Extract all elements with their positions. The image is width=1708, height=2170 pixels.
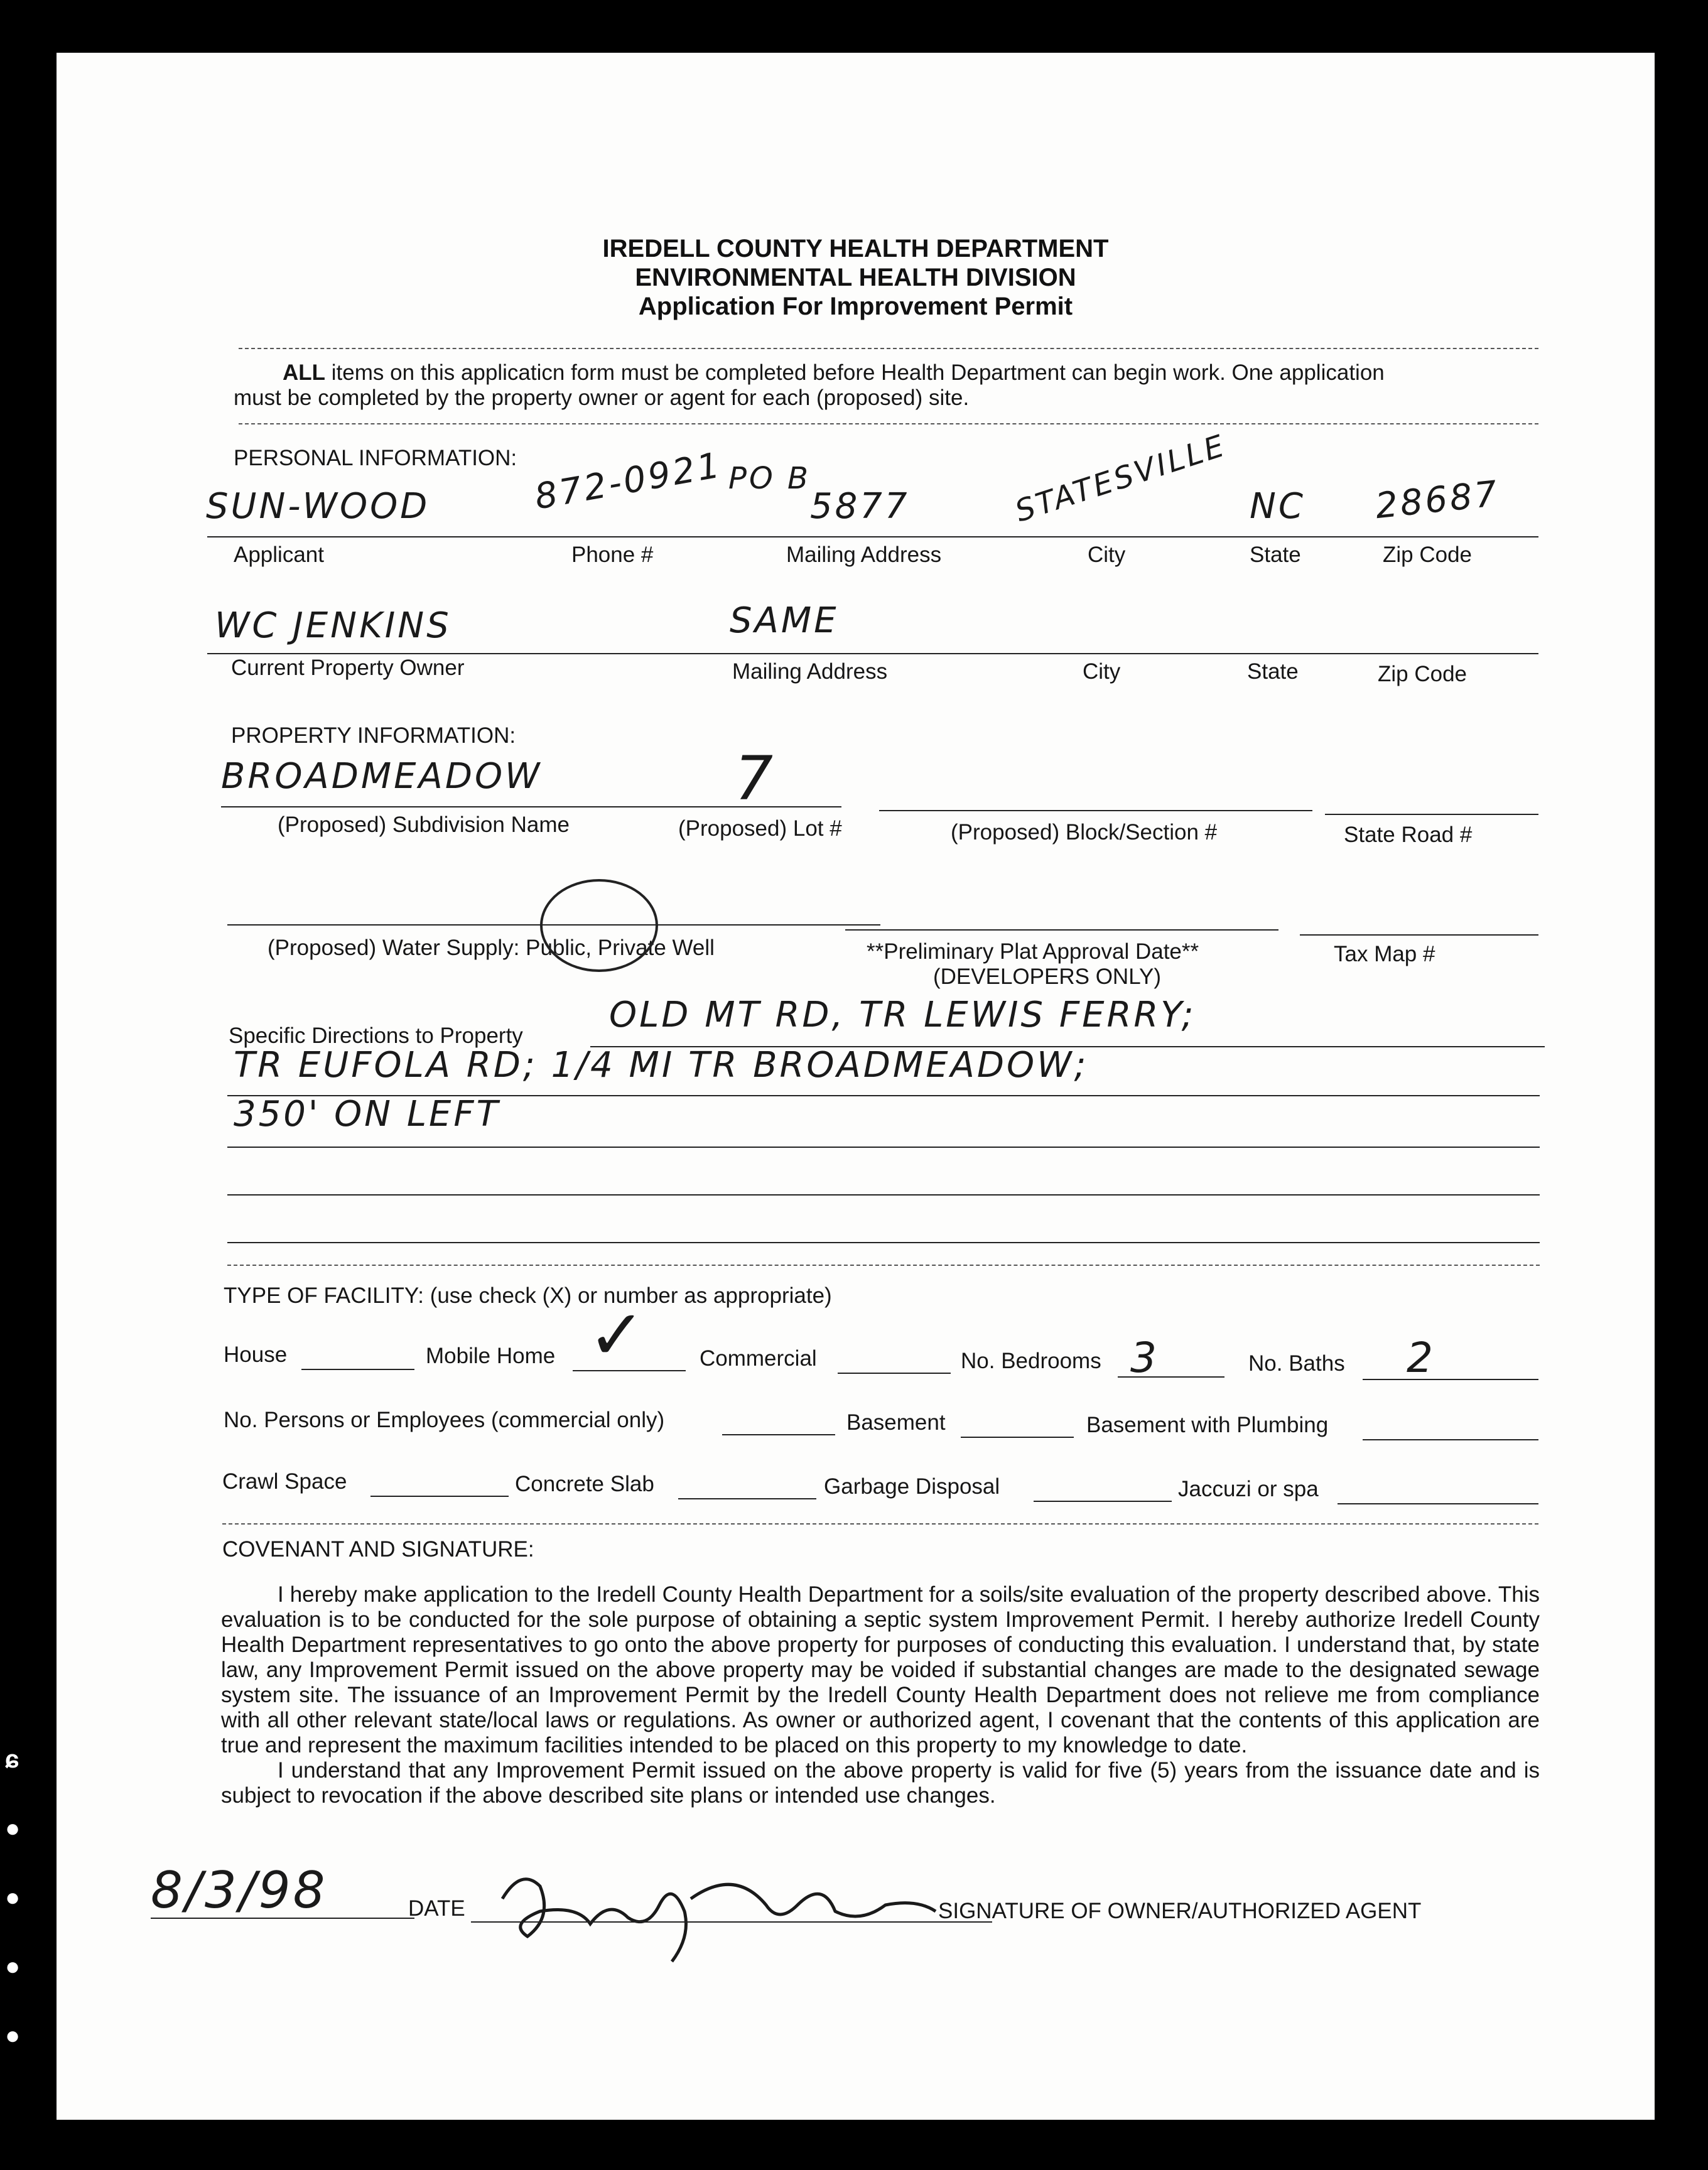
bedrooms-value: 3	[1130, 1334, 1159, 1382]
state-value: NC	[1250, 486, 1305, 527]
public-circle-mark	[540, 879, 658, 972]
covenant-paragraph-2: I understand that any Improvement Permit issued on the above property is valid for five (5) years from the issuance date and is subject to revocation if the above described site plans or intended use changes.	[221, 1758, 1540, 1808]
lot-label: (Proposed) Lot #	[678, 816, 842, 841]
persons-blank	[722, 1434, 835, 1435]
garbage-disposal-blank	[1034, 1501, 1172, 1502]
basement-plumbing-label: Basement with Plumbing	[1086, 1413, 1329, 1437]
personal-info-heading: PERSONAL INFORMATION:	[234, 446, 517, 470]
plat-approval-label: **Preliminary Plat Approval Date**	[867, 939, 1199, 964]
scan-edge-mark: ●	[5, 1953, 21, 1980]
owner-zip-label: Zip Code	[1378, 662, 1467, 686]
covenant-paragraph-1: I hereby make application to the Iredell County Health Department for a soils/site evaluation of the property described above. This evaluation is to be conducted for the sole purpose of obtaining a septic system Improvement Permit. I hereby authorize Iredell County Health Department representatives to go onto the above property for purposes of conducting this evaluation. I understand that, by state law, any Improvement Permit issued on the above property may be voided if substantial changes are made to the designated sewage system site. The issuance of an Improvement Permit by the Iredell County Health Department does not relieve me from compliance with all other relevant state/local laws or regulations. As owner or authorized agent, I covenant that the contents of this application are true and represent the maximum facilities intended to be placed on this property to my knowledge to date.	[221, 1582, 1540, 1757]
divider	[239, 348, 1538, 349]
basement-plumbing-blank	[1363, 1439, 1538, 1440]
intro-line-2: must be completed by the property owner or agent for each (proposed) site.	[234, 386, 970, 410]
directions-label: Specific Directions to Property	[229, 1023, 523, 1048]
jaccuzi-label: Jaccuzi or spa	[1178, 1477, 1319, 1501]
owner-label: Current Property Owner	[231, 656, 465, 680]
concrete-slab-label: Concrete Slab	[515, 1472, 654, 1496]
divider	[227, 1265, 1540, 1266]
header-division: ENVIRONMENTAL HEALTH DIVISION	[635, 264, 1076, 291]
owner-state-label: State	[1247, 659, 1299, 684]
bedrooms-label: No. Bedrooms	[961, 1349, 1101, 1373]
jaccuzi-blank	[1338, 1503, 1538, 1504]
signature-label: SIGNATURE OF OWNER/AUTHORIZED AGENT	[938, 1899, 1422, 1923]
subdivision-value: BROADMEADOW	[221, 756, 543, 797]
date-underline	[151, 1918, 414, 1919]
mailing-value-line1: PO B	[728, 461, 811, 496]
scan-edge-mark: ●	[5, 2022, 21, 2049]
facility-heading: TYPE OF FACILITY: (use check (X) or number as appropriate)	[224, 1283, 832, 1308]
covenant-body	[221, 1582, 1540, 1808]
owner-value: WC JENKINS	[215, 605, 451, 646]
state-label: State	[1250, 542, 1301, 567]
developers-only-label: (DEVELOPERS ONLY)	[933, 964, 1162, 989]
scan-edge-mark: ●	[5, 1815, 21, 1842]
directions-value-line2: TR EUFOLA RD; 1/4 MI TR BROADMEADOW;	[234, 1045, 1089, 1086]
directions-underline-4	[227, 1194, 1540, 1196]
directions-underline-3	[227, 1147, 1540, 1148]
application-form-page	[57, 53, 1655, 2120]
subdivision-label: (Proposed) Subdivision Name	[278, 812, 570, 837]
house-blank	[301, 1369, 414, 1370]
date-label: DATE	[408, 1896, 465, 1921]
road-label: State Road #	[1344, 823, 1473, 847]
phone-label: Phone #	[571, 542, 654, 567]
persons-label: No. Persons or Employees (commercial only)	[224, 1408, 665, 1432]
signature-underline	[471, 1921, 992, 1923]
basement-blank	[961, 1437, 1074, 1438]
date-value: 8/3/98	[151, 1861, 328, 1919]
baths-value: 2	[1407, 1334, 1435, 1382]
lot-underline	[678, 806, 841, 807]
owner-underline	[207, 653, 1538, 654]
zip-value: 28687	[1373, 473, 1502, 527]
commercial-label: Commercial	[700, 1346, 817, 1371]
property-info-heading: PROPERTY INFORMATION:	[231, 723, 516, 748]
owner-city-label: City	[1083, 659, 1121, 684]
applicant-underline	[207, 536, 1538, 537]
mobile-home-label: Mobile Home	[426, 1344, 556, 1368]
directions-value-line1: OLD MT RD, TR LEWIS FERRY;	[609, 995, 1196, 1035]
directions-underline-5	[227, 1242, 1540, 1243]
concrete-slab-blank	[678, 1498, 816, 1499]
header-form-title: Application For Improvement Permit	[638, 293, 1073, 320]
directions-value-line3: 350' ON LEFT	[234, 1094, 500, 1135]
city-value: STATESVILLE	[1010, 428, 1231, 529]
block-underline	[879, 810, 1312, 811]
road-underline	[1325, 814, 1538, 815]
mailing-value-line2: 5877	[810, 486, 910, 527]
owner-mailing-label: Mailing Address	[732, 659, 888, 684]
tax-underline	[1300, 934, 1538, 936]
intro-all-emphasis: ALL	[283, 360, 326, 385]
garbage-disposal-label: Garbage Disposal	[824, 1474, 1000, 1499]
divider	[239, 423, 1538, 424]
scan-edge-mark: ɕ	[5, 1746, 19, 1773]
owner-mailing-value: SAME	[730, 600, 839, 641]
applicant-label: Applicant	[234, 542, 324, 567]
water-supply-label: (Proposed) Water Supply: Public, Private Well	[268, 936, 715, 960]
basement-label: Basement	[846, 1410, 946, 1435]
intro-line-1	[283, 360, 1385, 386]
crawl-space-blank	[370, 1496, 509, 1497]
owner-signature	[484, 1842, 948, 1968]
covenant-heading: COVENANT AND SIGNATURE:	[222, 1537, 534, 1562]
baths-label: No. Baths	[1248, 1351, 1345, 1376]
block-label: (Proposed) Block/Section #	[951, 820, 1218, 845]
phone-value: 872-0921	[531, 445, 725, 518]
subdivision-underline	[221, 806, 717, 807]
mailing-label: Mailing Address	[786, 542, 942, 567]
bedrooms-blank	[1118, 1376, 1224, 1378]
divider	[222, 1523, 1538, 1525]
zip-label: Zip Code	[1383, 542, 1473, 567]
house-label: House	[224, 1342, 288, 1367]
intro-text: items on this applicaticn form must be completed before Health Department can begin work. One application	[325, 360, 1385, 385]
baths-blank	[1363, 1379, 1538, 1380]
commercial-blank	[838, 1373, 951, 1374]
header-department: IREDELL COUNTY HEALTH DEPARTMENT	[602, 235, 1109, 262]
lot-value: 7	[735, 743, 776, 814]
plat-underline	[845, 929, 1278, 931]
city-label: City	[1088, 542, 1126, 567]
tax-map-label: Tax Map #	[1334, 942, 1435, 966]
applicant-value: SUN-WOOD	[206, 486, 430, 527]
crawl-space-label: Crawl Space	[222, 1469, 347, 1494]
scan-edge-mark: ●	[5, 1884, 21, 1911]
mobile-home-check: ✓	[588, 1295, 649, 1375]
